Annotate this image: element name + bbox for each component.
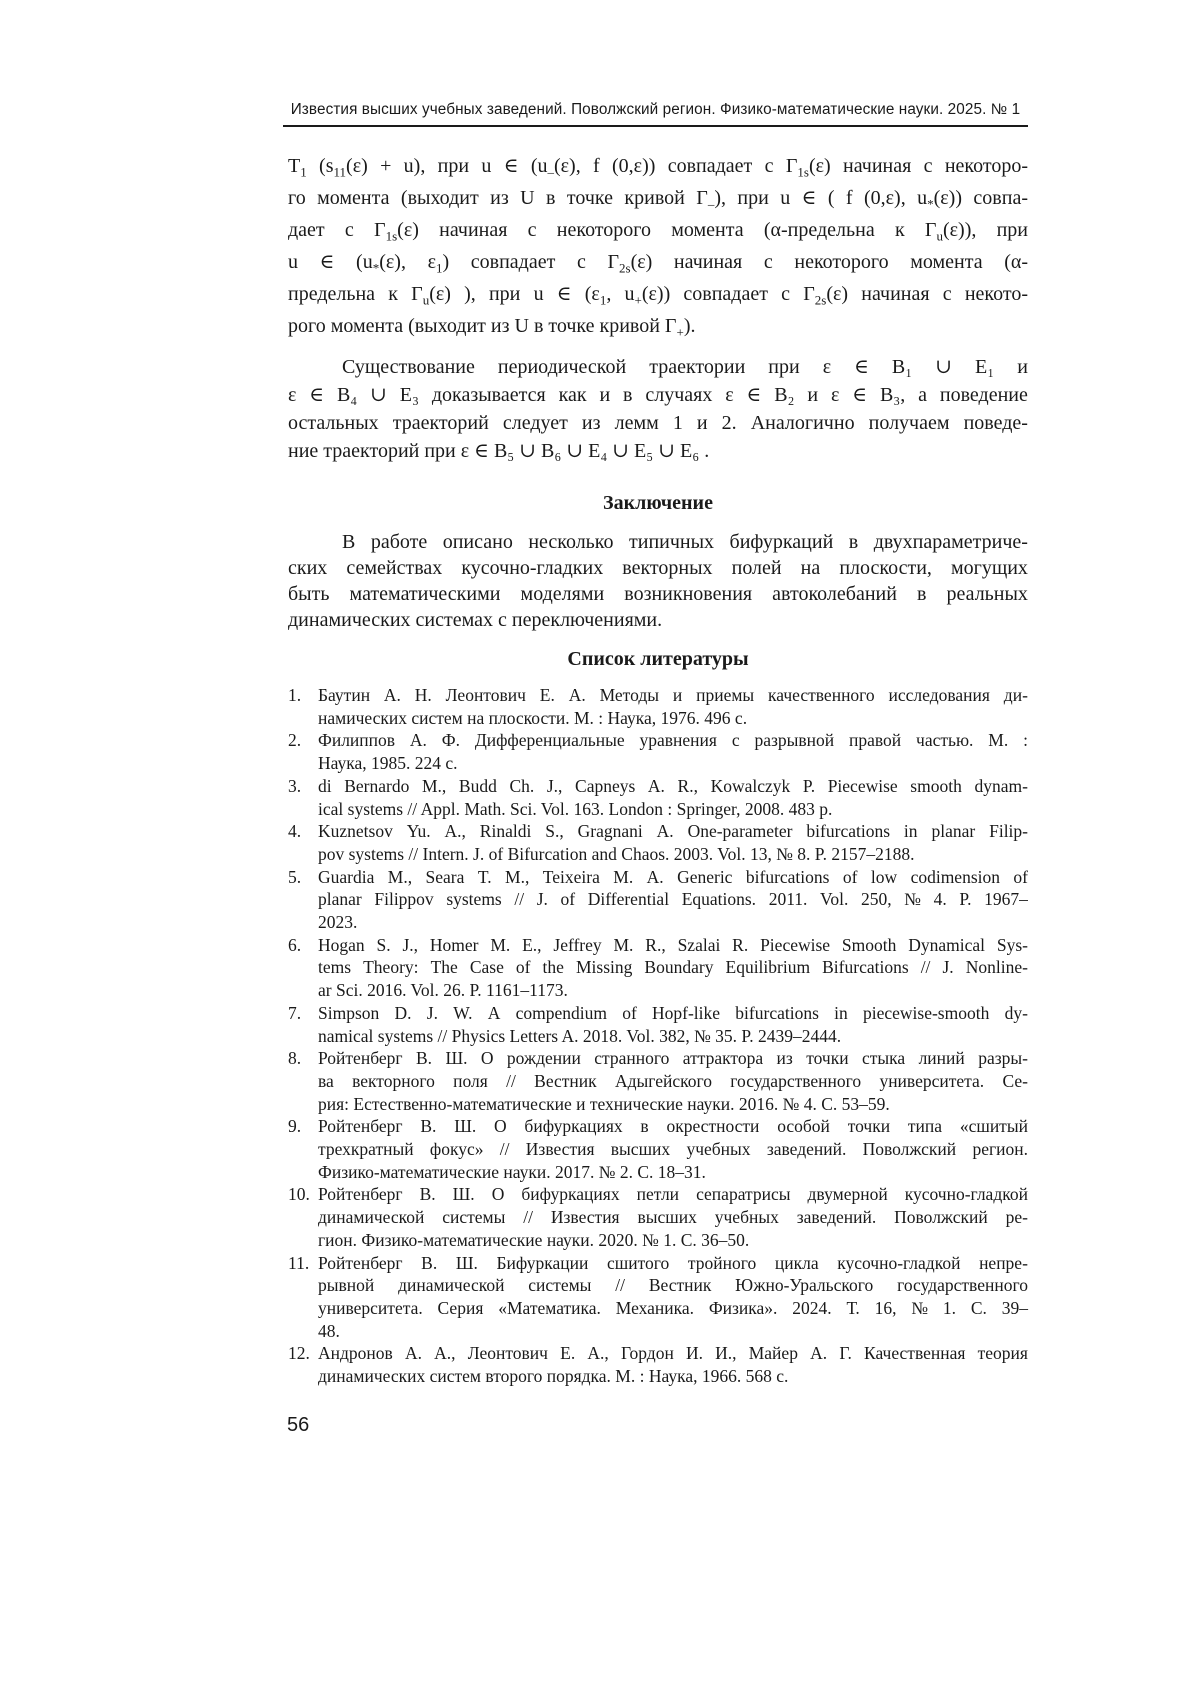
reference-line: Guardia M., Seara T. M., Teixeira M. A. Generic bifurcations of low codimension of [318, 866, 1028, 887]
reference-item [288, 775, 1028, 820]
reference-number: 10. [288, 1184, 310, 1205]
text-line: ских семействах кусочно-гладких векторных полей на плоскости, могущих [288, 557, 1028, 579]
reference-line: Баутин А. Н. Леонтович Е. А. Методы и приемы качественного исследования ди- [318, 685, 1028, 705]
body-line: u ∈ ($u_*(\varepsilon)$, $\varepsilon_1$) совпадает с $\Gamma_{2s}(\varepsilon)$ начиная с некоторого момента (α- [288, 251, 1028, 276]
body-line: дает с $\Gamma_{1s}(\varepsilon)$ начиная с некоторого момента (α-предельна к $\Gamma_u(\varepsilon)$), при [288, 219, 1028, 244]
reference-line: pov systems // Intern. J. of Bifurcation and Chaos. 2003. Vol. 13, № 8. P. 2157–2188. [318, 843, 915, 864]
reference-line: Hogan S. J., Homer M. E., Jeffrey M. R., Szalai R. Piecewise Smooth Dynamical Sys- [318, 934, 1028, 955]
body-paragraph-1 [288, 150, 1028, 342]
reference-line: Андронов А. А., Леонтович Е. А., Гордон И. И., Майер А. Г. Качественная теория [318, 1343, 1028, 1364]
reference-number: 4. [288, 821, 302, 842]
reference-line: Ройтенберг В. Ш. Бифуркации сшитого тройного цикла кусочно-гладкой непре- [318, 1252, 1028, 1273]
reference-line: Simpson D. J. W. A compendium of Hopf-like bifurcations in piecewise-smooth dy- [318, 1002, 1028, 1023]
reference-item [288, 820, 1028, 865]
reference-item [288, 684, 1028, 729]
reference-line: Физико-математические науки. 2017. № 2. С. 18–31. [318, 1161, 706, 1182]
reference-item [288, 1342, 1028, 1387]
reference-line: ва векторного поля // Вестник Адыгейского государственного университета. Се- [318, 1070, 1028, 1091]
text-line: ε ∈ B₄ ∪ E₃ доказывается как и в случаях ε ∈ B₂ и ε ∈ B₃, а поведение [288, 384, 1028, 406]
reference-line: tems Theory: The Case of the Missing Boundary Equilibrium Bifurcations // J. Nonline- [318, 957, 1028, 978]
reference-line: университета. Серия «Математика. Механика. Физика». 2024. Т. 16, № 1. С. 39– [318, 1297, 1028, 1318]
reference-line: намических систем на плоскости. М. : Наука, 1976. 496 с. [318, 707, 748, 728]
reference-line: ical systems // Appl. Math. Sci. Vol. 163. London : Springer, 2008. 483 p. [318, 798, 833, 819]
reference-item [288, 934, 1028, 1002]
reference-item [288, 1252, 1028, 1343]
reference-line: ar Sci. 2016. Vol. 26. P. 1161–1173. [318, 980, 568, 1001]
reference-line: 48. [318, 1320, 340, 1341]
reference-line: Kuznetsov Yu. A., Rinaldi S., Gragnani A. One-parameter bifurcations in planar Filip- [318, 821, 1028, 842]
reference-number: 9. [288, 1116, 302, 1137]
body-line: $T_1$ $(s_{11}(\varepsilon) + u)$, при u ∈ ($u_-(\varepsilon)$, f (0,ε)) совпадает с $\Gamma_{1s}(\varepsilon)$ начиная с некоторо- [288, 155, 1028, 180]
reference-number: 11. [288, 1252, 310, 1273]
reference-line: Ройтенберг В. Ш. О бифуркациях петли сепаратрисы двумерной кусочно-гладкой [318, 1184, 1028, 1205]
body-line: предельна к $\Gamma_u(\varepsilon)$ ), при u ∈ ($\varepsilon_1$, $u_+(\varepsilon)$) совпадает с $\Gamma_{2s}(\varepsilon)$ начиная с некото- [288, 283, 1028, 308]
reference-line: гион. Физико-математические науки. 2020. № 1. С. 36–50. [318, 1229, 750, 1250]
conclusion-heading: Заключение [603, 492, 713, 514]
reference-number: 3. [288, 775, 302, 796]
reference-number: 5. [288, 866, 302, 887]
reference-line: динамической системы // Известия высших учебных заведений. Поволжский ре- [318, 1207, 1028, 1228]
reference-item [288, 729, 1028, 774]
reference-number: 6. [288, 934, 302, 955]
reference-line: Ройтенберг В. Ш. О рождении странного аттрактора из точки стыка линий разры- [318, 1048, 1028, 1069]
reference-line: namical systems // Physics Letters A. 2018. Vol. 382, № 35. P. 2439–2444. [318, 1025, 842, 1046]
reference-item [288, 1047, 1028, 1115]
body-line: го момента (выходит из U в точке кривой $\Gamma_-$), при u ∈ ( f (0,ε), $u_*(\varepsilon)$) совпа- [288, 187, 1028, 212]
reference-line: Ройтенберг В. Ш. О бифуркациях в окрестности особой точки типа «сшитый [318, 1116, 1028, 1137]
reference-line: рия: Естественно-математические и технические науки. 2016. № 4. С. 53–59. [318, 1093, 890, 1114]
reference-item [288, 1115, 1028, 1183]
header-rule [283, 125, 1028, 127]
reference-number: 1. [288, 685, 302, 705]
page-number: 56 [287, 1414, 310, 1436]
text-line: ние траекторий при ε ∈ B₅ ∪ B₆ ∪ E₄ ∪ E₅ ∪ E₆ . [288, 440, 710, 462]
running-head: Известия высших учебных заведений. Поволжский регион. Физико-математические науки. 2025. № 1 [290, 101, 1021, 118]
reference-number: 2. [288, 730, 302, 751]
references-list [288, 684, 1028, 1388]
reference-item [288, 866, 1028, 934]
text-line: быть математическими моделями возникновения автоколебаний в реальных [288, 583, 1028, 605]
reference-line: Филиппов А. Ф. Дифференциальные уравнения с разрывной правой частью. М. : [318, 730, 1028, 751]
reference-line: 2023. [318, 912, 358, 933]
text-line: динамических системах с переключениями. [288, 609, 663, 631]
text-line: Существование периодической траектории при ε ∈ B₁ ∪ E₁ и [342, 356, 1028, 378]
references-heading: Список литературы [567, 648, 749, 670]
conclusion-paragraph [288, 529, 1028, 633]
reference-line: рывной динамической системы // Вестник Южно-Уральского государственного [318, 1275, 1028, 1296]
body-line: рого момента (выходит из U в точке кривой $\Gamma_+$). [288, 315, 696, 340]
reference-item [288, 1002, 1028, 1047]
reference-item [288, 1183, 1028, 1251]
text-line: остальных траекторий следует из лемм 1 и 2. Аналогично получаем поведе- [288, 412, 1028, 434]
reference-number: 12. [288, 1343, 310, 1364]
reference-line: di Bernardo M., Budd Ch. J., Capneys A. R., Kowalczyk P. Piecewise smooth dynam- [318, 775, 1028, 796]
reference-line: динамических систем второго порядка. М. : Наука, 1966. 568 с. [318, 1366, 789, 1387]
reference-line: Наука, 1985. 224 с. [318, 753, 458, 774]
text-line: В работе описано несколько типичных бифуркаций в двухпараметриче- [342, 531, 1028, 553]
reference-number: 8. [288, 1048, 302, 1069]
reference-line: трехкратный фокус» // Известия высших учебных заведений. Поволжский регион. [318, 1139, 1028, 1160]
reference-line: planar Filippov systems // J. of Differential Equations. 2011. Vol. 250, № 4. P. 1967– [318, 889, 1028, 910]
body-paragraph-2 [288, 353, 1028, 465]
reference-number: 7. [288, 1002, 302, 1023]
